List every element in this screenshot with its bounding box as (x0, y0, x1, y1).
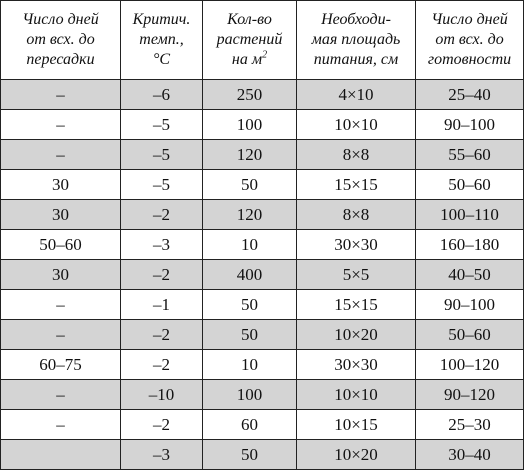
feeding-area-cell: 10×20 (297, 320, 416, 350)
header-line: мая площадь (311, 31, 401, 48)
days-to-transplant-cell: 30 (1, 170, 121, 200)
plants-per-m2-cell: 50 (203, 440, 297, 470)
critical-temp-cell: –2 (121, 320, 203, 350)
header-line (203, 50, 296, 70)
days-to-transplant-cell: – (1, 410, 121, 440)
header-line: растений (216, 31, 283, 48)
days-to-readiness-cell: 30–40 (416, 440, 524, 470)
days-to-transplant-cell: – (1, 320, 121, 350)
header-row (1, 1, 524, 80)
feeding-area-cell: 10×15 (297, 410, 416, 440)
table-row (1, 440, 524, 470)
header-line: Число дней (22, 11, 99, 28)
days-to-readiness-cell: 90–120 (416, 380, 524, 410)
table-row (1, 140, 524, 170)
days-to-readiness-cell: 90–100 (416, 110, 524, 140)
header-line: Необходи- (321, 11, 391, 28)
table-row (1, 290, 524, 320)
superscript: 2 (262, 49, 268, 61)
plants-per-m2-cell: 120 (203, 200, 297, 230)
days-to-readiness-cell: 55–60 (416, 140, 524, 170)
days-to-readiness-cell: 25–30 (416, 410, 524, 440)
plants-per-m2-cell: 100 (203, 110, 297, 140)
feeding-area-cell: 10×10 (297, 110, 416, 140)
header-line: готовности (427, 51, 512, 68)
days-to-transplant-cell: – (1, 80, 121, 110)
feeding-area-cell: 15×15 (297, 290, 416, 320)
plants-per-m2-cell: 250 (203, 80, 297, 110)
critical-temp-cell: –3 (121, 230, 203, 260)
table-row (1, 350, 524, 380)
feeding-area-cell: 30×30 (297, 230, 416, 260)
days-to-readiness-cell: 25–40 (416, 80, 524, 110)
plants-per-m2-cell: 50 (203, 170, 297, 200)
critical-temp-cell: –2 (121, 260, 203, 290)
plants-per-m2-cell: 50 (203, 290, 297, 320)
header-line: Кол-во (227, 11, 272, 28)
header-line-text: на м (231, 51, 263, 68)
feeding-area-cell: 5×5 (297, 260, 416, 290)
days-to-readiness-cell: 160–180 (416, 230, 524, 260)
plants-per-m2-cell: 10 (203, 230, 297, 260)
critical-temp-cell: –2 (121, 350, 203, 380)
plants-per-m2-cell: 60 (203, 410, 297, 440)
critical-temp-cell: –3 (121, 440, 203, 470)
header-critical-temp (121, 1, 203, 80)
header-line: °С (152, 51, 171, 68)
header-line: питания, см (313, 51, 399, 68)
days-to-readiness-cell: 50–60 (416, 320, 524, 350)
days-to-transplant-cell: 50–60 (1, 230, 121, 260)
critical-temp-cell: –5 (121, 110, 203, 140)
days-to-readiness-cell: 100–120 (416, 350, 524, 380)
feeding-area-cell: 8×8 (297, 140, 416, 170)
header-line: Число дней (431, 11, 508, 28)
table-row (1, 260, 524, 290)
header-line: от всх. до (435, 31, 504, 48)
days-to-transplant-cell: – (1, 290, 121, 320)
plants-per-m2-cell: 120 (203, 140, 297, 170)
critical-temp-cell: –2 (121, 200, 203, 230)
table-body (1, 80, 524, 470)
critical-temp-cell: –6 (121, 80, 203, 110)
days-to-transplant-cell: 30 (1, 200, 121, 230)
feeding-area-cell: 10×10 (297, 380, 416, 410)
critical-temp-cell: –2 (121, 410, 203, 440)
days-to-readiness-cell: 100–110 (416, 200, 524, 230)
days-to-transplant-cell: 30 (1, 260, 121, 290)
critical-temp-cell: –1 (121, 290, 203, 320)
header-line: пересадки (26, 51, 95, 68)
plants-per-m2-cell: 50 (203, 320, 297, 350)
table-row (1, 170, 524, 200)
table-row (1, 410, 524, 440)
feeding-area-cell: 10×20 (297, 440, 416, 470)
days-to-readiness-cell: 90–100 (416, 290, 524, 320)
feeding-area-cell: 30×30 (297, 350, 416, 380)
table-row (1, 80, 524, 110)
header-plants-per-m2 (203, 1, 297, 80)
header-feeding-area (297, 1, 416, 80)
critical-temp-cell: –5 (121, 140, 203, 170)
table-header (1, 1, 524, 80)
header-days-to-readiness (416, 1, 524, 80)
plants-per-m2-cell: 10 (203, 350, 297, 380)
plants-per-m2-cell: 400 (203, 260, 297, 290)
feeding-area-cell: 15×15 (297, 170, 416, 200)
days-to-transplant-cell: – (1, 380, 121, 410)
plants-per-m2-cell: 100 (203, 380, 297, 410)
days-to-transplant-cell: 60–75 (1, 350, 121, 380)
critical-temp-cell: –10 (121, 380, 203, 410)
days-to-transplant-cell (1, 440, 121, 470)
header-line: от всх. до (26, 31, 95, 48)
header-line: темп., (139, 31, 184, 48)
days-to-readiness-cell: 40–50 (416, 260, 524, 290)
critical-temp-cell: –5 (121, 170, 203, 200)
days-to-readiness-cell: 50–60 (416, 170, 524, 200)
days-to-transplant-cell: – (1, 110, 121, 140)
header-days-to-transplant (1, 1, 121, 80)
table-row (1, 320, 524, 350)
feeding-area-cell: 8×8 (297, 200, 416, 230)
header-line: Критич. (132, 11, 191, 28)
feeding-area-cell: 4×10 (297, 80, 416, 110)
table-row (1, 230, 524, 260)
table-row (1, 200, 524, 230)
table-row (1, 380, 524, 410)
table-row (1, 110, 524, 140)
days-to-transplant-cell: – (1, 140, 121, 170)
